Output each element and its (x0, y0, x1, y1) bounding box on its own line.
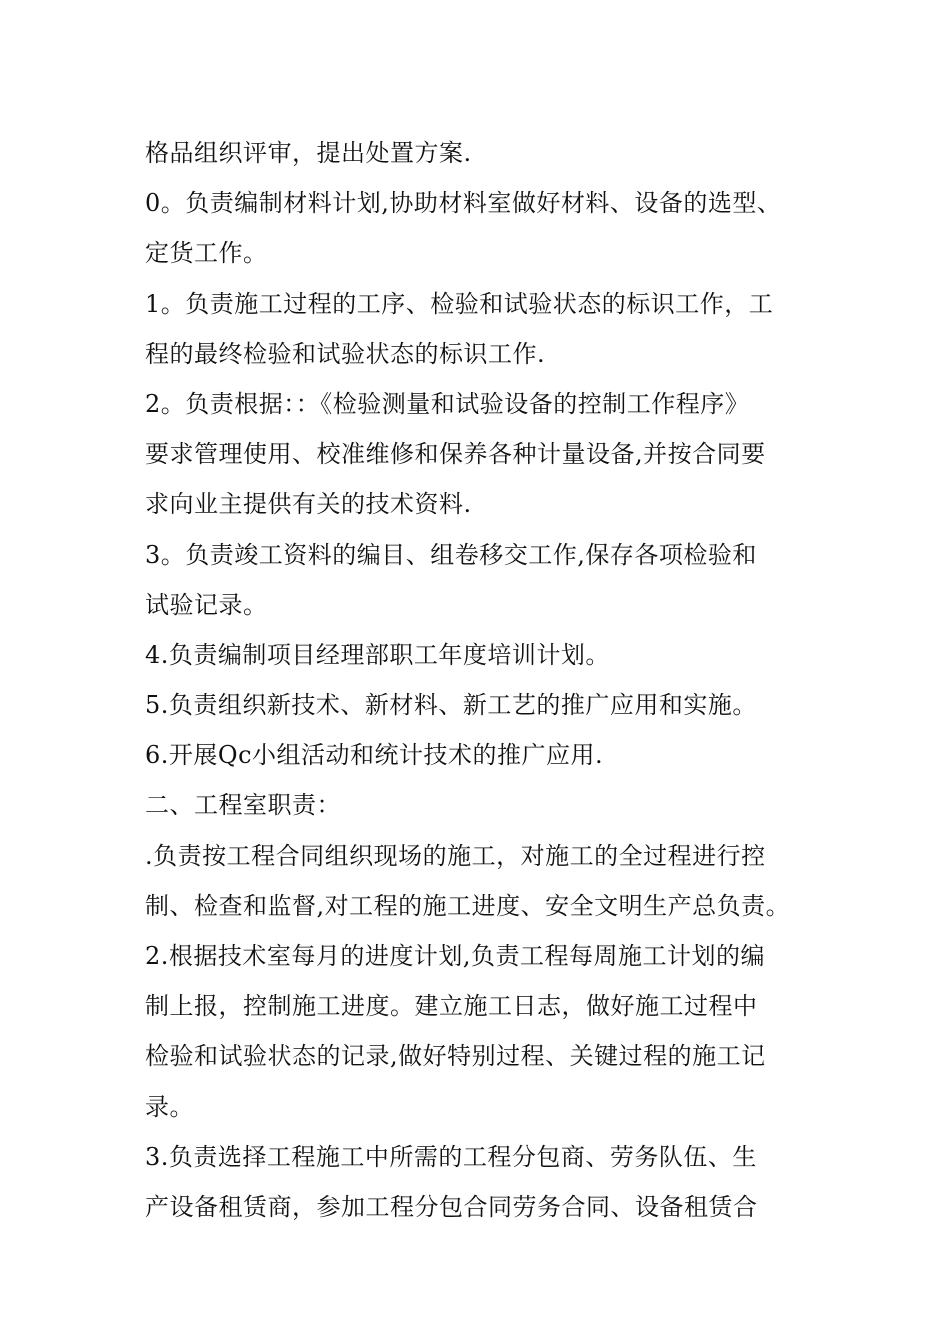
text-line: 2。负责根据：：《检验测量和试验设备的控制工作程序》 (145, 389, 750, 418)
text-line: 1。负责施工过程的工序、检验和试验状态的标识工作，工 (145, 289, 774, 318)
section-heading: 二、工程室职责： (145, 791, 341, 820)
text-line: .负责按工程合同组织现场的施工，对施工的全过程进行控 (145, 841, 766, 870)
text-line: 要求管理使用、校准维修和保养各种计量设备,并按合同要 (145, 440, 766, 469)
text-line: 4.负责编制项目经理部职工年度培训计划。 (145, 640, 610, 669)
text-line: 求向业主提供有关的技术资料. (145, 490, 472, 519)
text-line: 0。负责编制材料计划,协助材料室做好材料、设备的选型、 (145, 189, 782, 218)
text-line: 试验记录。 (145, 590, 268, 619)
text-line: 格品组织评审，提出处置方案. (145, 139, 472, 167)
document-body (145, 128, 825, 1232)
text-line: 产设备租赁商，参加工程分包合同劳务合同、设备租赁合 (145, 1192, 758, 1221)
text-line: 2.根据技术室每月的进度计划,负责工程每周施工计划的编 (145, 942, 766, 970)
text-line: 录。 (145, 1092, 194, 1121)
text-line: 定货工作。 (145, 239, 268, 268)
text-line: 制上报，控制施工进度。建立施工日志，做好施工过程中 (145, 992, 758, 1021)
text-line: 检验和试验状态的记录,做好特别过程、关键过程的施工记 (145, 1042, 766, 1071)
text-line: 3.负责选择工程施工中所需的工程分包商、劳务队伍、生 (145, 1142, 757, 1171)
text-line: 5.负责组织新技术、新材料、新工艺的推广应用和实施。 (145, 691, 757, 720)
text-line: 制、检查和监督,对工程的施工进度、安全文明生产总负责。 (145, 891, 791, 920)
text-line: 3。负责竣工资料的编目、组卷移交工作,保存各项检验和 (145, 540, 757, 569)
text-line: 程的最终检验和试验状态的标识工作. (145, 339, 546, 368)
text-line: 6.开展Qc小组活动和统计技术的推广应用. (145, 741, 604, 770)
